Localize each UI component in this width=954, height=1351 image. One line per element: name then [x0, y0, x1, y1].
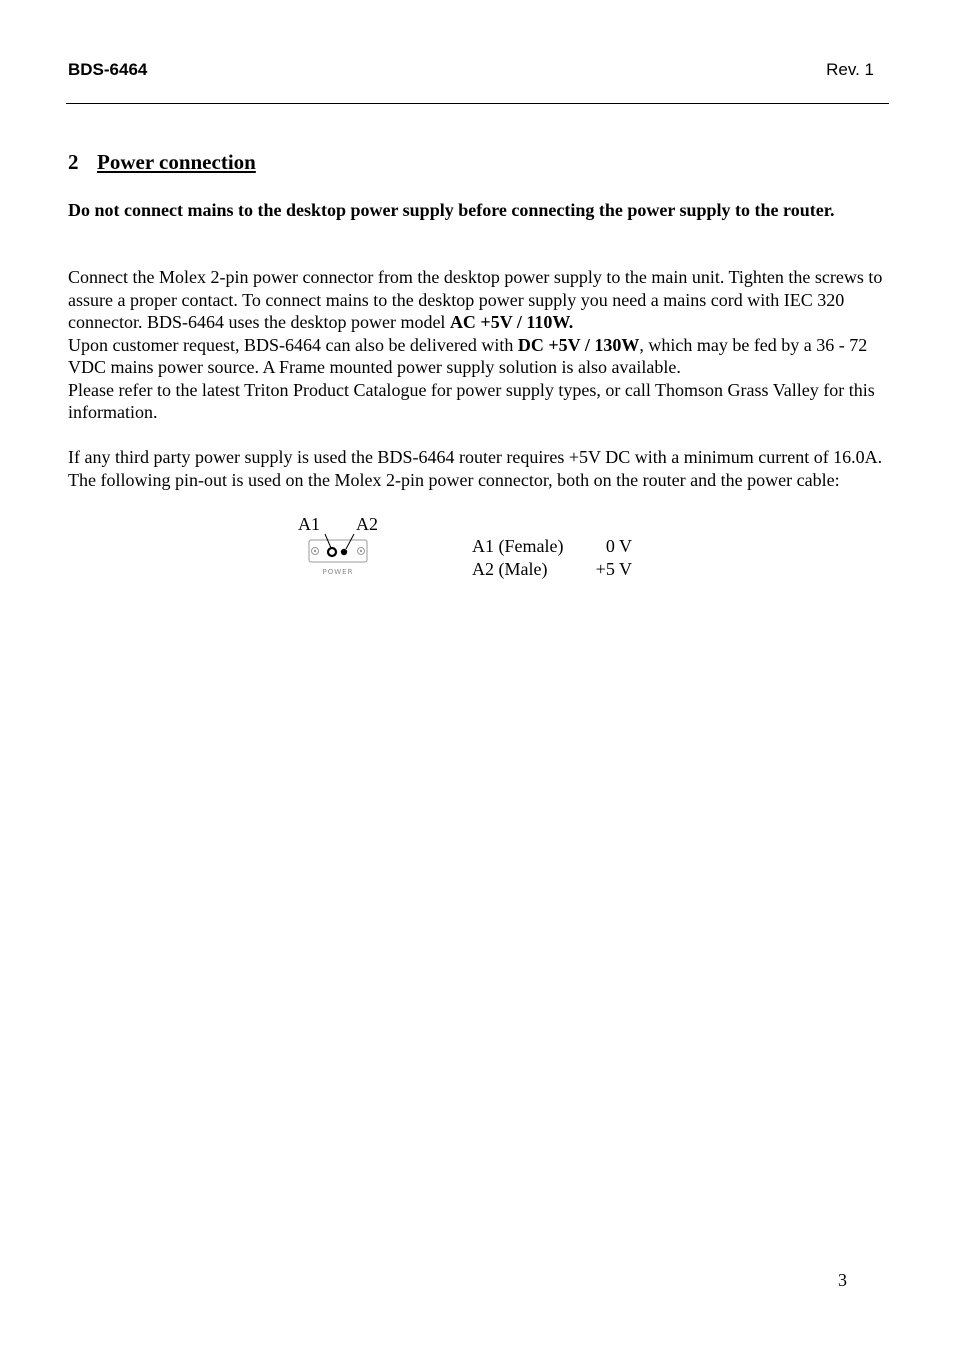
connection-text-1	[68, 266, 888, 334]
pinout-row	[472, 535, 632, 558]
connector-body	[309, 540, 367, 562]
revision-label: Rev. 1	[826, 60, 874, 79]
pinout-row	[472, 558, 632, 581]
pin-voltage: +5 V	[595, 559, 632, 579]
pin-name: A1 (Female)	[472, 536, 564, 556]
connection-paragraph	[68, 266, 888, 424]
connector-drawing	[298, 514, 388, 580]
pin-name: A2 (Male)	[472, 559, 548, 579]
pin-a1-female-icon	[328, 548, 336, 556]
connection-text-2-body-a: Upon customer request, BDS-6464 can also be delivered with	[68, 334, 518, 355]
pin-voltage: 0 V	[605, 536, 632, 556]
section-number: 2	[68, 150, 79, 174]
pin-a2-male-icon	[341, 549, 347, 555]
screw-left-center	[314, 550, 316, 552]
page-number: 3	[838, 1270, 847, 1290]
screw-right-center	[360, 550, 362, 552]
connection-text-1-body: Connect the Molex 2-pin power connector from the desktop power supply to the main unit. Tighten the screws to assure a proper contact. To connect mains to the desktop power supply you need a mains cord with IEC 320 connector. BDS-6464 uses the desktop power model	[68, 267, 883, 332]
connection-text-2	[68, 334, 888, 379]
warning-paragraph: Do not connect mains to the desktop power supply before connecting the power supply to the router.	[68, 200, 835, 220]
dc-model-label: DC +5V / 130W	[517, 334, 640, 355]
connection-text-2-body-b: , which may be fed by a 36 - 72 VDC mains power source. A Frame mounted power supply solution is also available.	[68, 334, 868, 377]
pin-a2-label: A2	[356, 514, 378, 534]
pin-a1-label: A1	[298, 514, 320, 534]
document-id: BDS-6464	[68, 60, 148, 79]
pinout-table	[472, 535, 632, 581]
leader-a2	[346, 534, 354, 549]
header-rule	[66, 103, 889, 104]
section-title: Power connection	[97, 150, 256, 174]
connector-caption: POWER	[322, 568, 354, 576]
connection-text-3: Please refer to the latest Triton Product Catalogue for power supply types, or call Thomson Grass Valley for this information.	[68, 379, 875, 422]
section-heading	[68, 150, 256, 175]
ac-model-label: AC +5V / 110W.	[449, 312, 574, 332]
third-party-paragraph: If any third party power supply is used the BDS-6464 router requires +5V DC with a minimum current of 16.0A. The following pin-out is used on the Molex 2-pin power connector, both on the router and the power cable:	[68, 447, 883, 490]
leader-a1	[325, 534, 331, 548]
power-connector-diagram	[298, 514, 388, 580]
